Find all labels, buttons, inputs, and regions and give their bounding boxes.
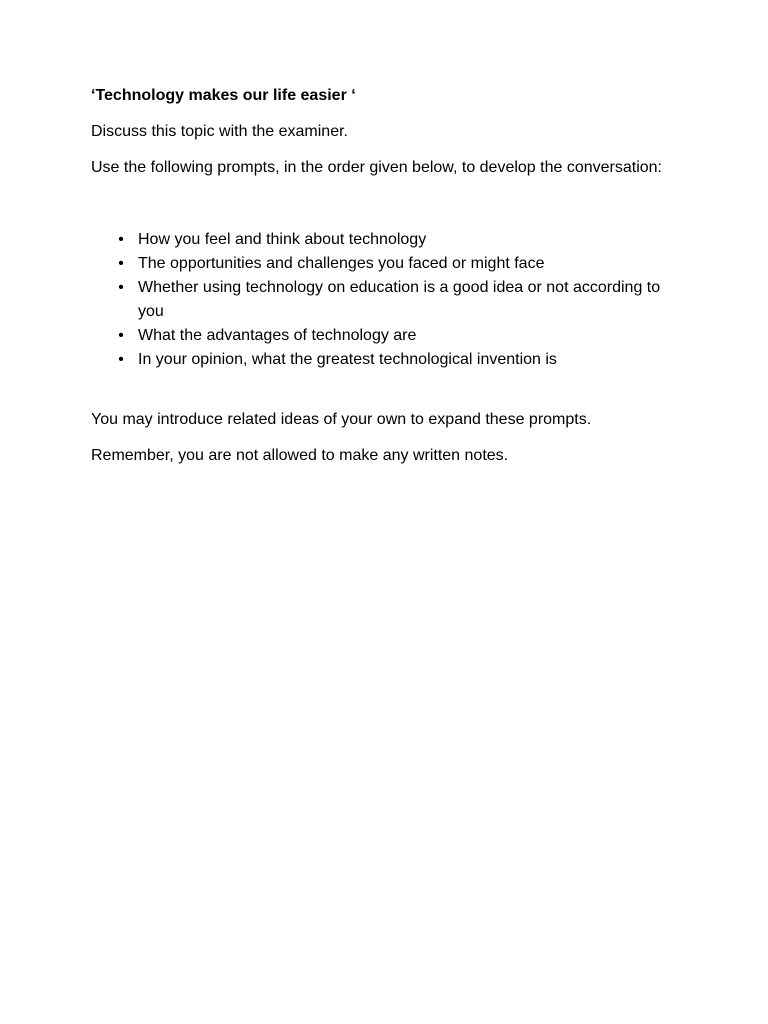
bullet-icon: • bbox=[118, 255, 124, 272]
spacer bbox=[91, 192, 681, 228]
document-body bbox=[91, 84, 681, 480]
instruction-paragraph: Use the following prompts, in the order given below, to develop the conversation: bbox=[91, 159, 662, 176]
closing-paragraph-2: Remember, you are not allowed to make any written notes. bbox=[91, 447, 509, 464]
prompt-text: In your opinion, what the greatest technological invention is bbox=[138, 351, 557, 368]
intro-paragraph: Discuss this topic with the examiner. bbox=[91, 123, 348, 140]
list-item bbox=[91, 324, 681, 348]
bullet-icon: • bbox=[118, 351, 124, 368]
bullet-icon: • bbox=[118, 279, 124, 296]
bullet-icon: • bbox=[118, 231, 124, 248]
bullet-icon: • bbox=[118, 327, 124, 344]
spacer bbox=[91, 372, 681, 408]
prompt-list bbox=[91, 228, 681, 372]
prompt-text: The opportunities and challenges you faced or might face bbox=[138, 255, 545, 272]
list-item bbox=[91, 252, 681, 276]
document-title: ‘Technology makes our life easier ‘ bbox=[91, 87, 356, 104]
prompt-text: What the advantages of technology are bbox=[138, 327, 417, 344]
closing-paragraph-1: You may introduce related ideas of your own to expand these prompts. bbox=[91, 411, 592, 428]
list-item bbox=[91, 276, 681, 324]
list-item bbox=[91, 228, 681, 252]
prompt-text: How you feel and think about technology bbox=[138, 231, 427, 248]
list-item bbox=[91, 348, 681, 372]
prompt-text: Whether using technology on education is a good idea or not according to you bbox=[138, 279, 661, 320]
